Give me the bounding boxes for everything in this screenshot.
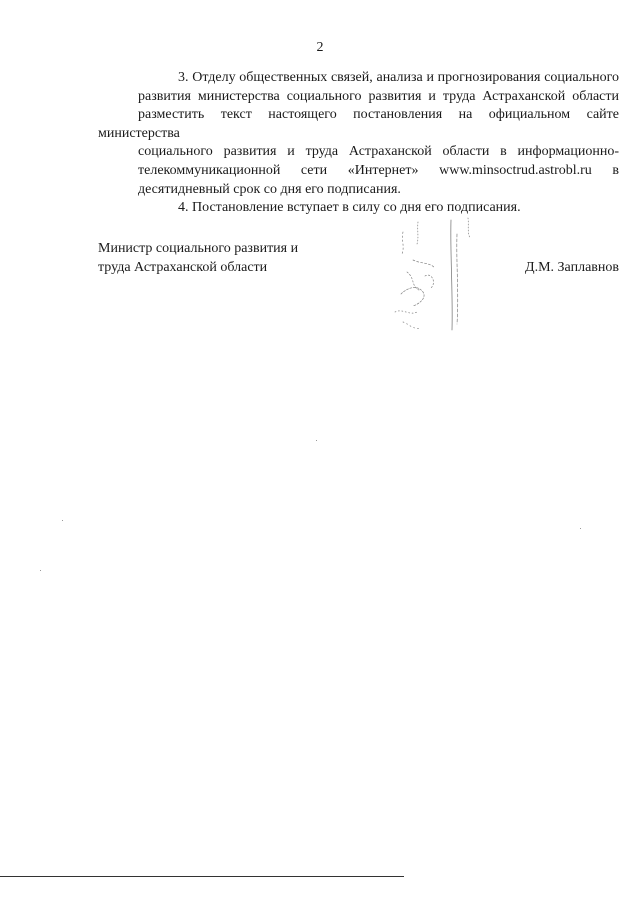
signer-title bbox=[98, 240, 358, 277]
footer-rule bbox=[0, 876, 404, 877]
paragraph-3-line: разместить текст настоящего постановления на официальном сайте министерства bbox=[98, 107, 619, 141]
signer-title-line: труда Астраханской области bbox=[98, 259, 268, 275]
scan-speck bbox=[580, 528, 581, 529]
signer-title-line: Министр социального развития и bbox=[98, 241, 299, 256]
paragraph-3-line: социального развития и труда Астраханской области в информационно- bbox=[138, 144, 619, 160]
paragraph-3-line: развития министерства социального развития и труда Астраханской области bbox=[138, 88, 619, 104]
scan-speck bbox=[62, 520, 63, 521]
signature-block bbox=[98, 240, 619, 340]
scan-speck bbox=[40, 570, 41, 571]
scan-speck bbox=[316, 440, 317, 441]
page-number: 2 bbox=[316, 40, 324, 55]
paragraph-4 bbox=[98, 199, 619, 218]
signer-name: Д.М. Заплавнов bbox=[525, 259, 619, 275]
paragraph-3-line: 3. Отделу общественных связей, анализа и прогнозирования социального bbox=[178, 70, 619, 85]
paragraph-3 bbox=[98, 69, 619, 199]
handwritten-signature bbox=[373, 212, 493, 342]
paragraph-3-line: десятидневный срок со дня его подписания. bbox=[138, 181, 401, 197]
paragraph-4-line: 4. Постановление вступает в силу со дня его подписания. bbox=[178, 200, 521, 216]
document-body bbox=[98, 69, 619, 218]
paragraph-3-line: телекоммуникационной сети «Интернет» www.minsoctrud.astrobl.ru в bbox=[138, 162, 619, 178]
